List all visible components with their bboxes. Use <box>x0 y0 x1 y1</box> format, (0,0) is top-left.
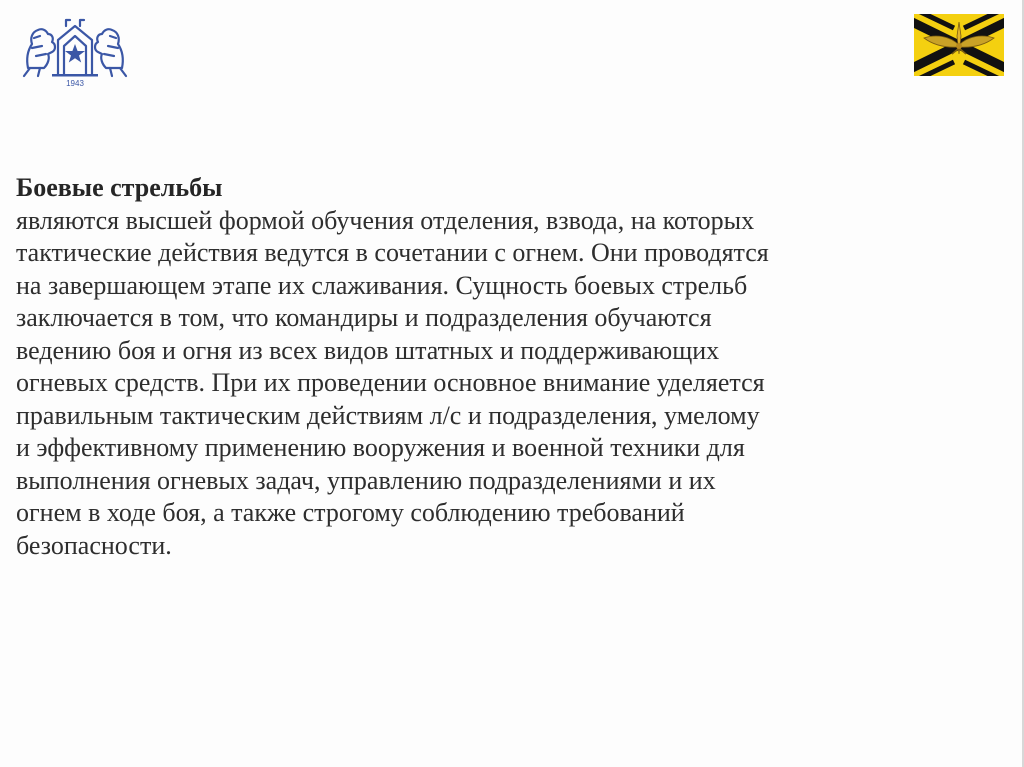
signal-corps-emblem-icon <box>914 14 1004 76</box>
body-line: на завершающем этапе их слаживания. Сущность боевых стрельб <box>16 270 748 300</box>
body-line: правильным тактическим действиям л/с и подразделения, умелому <box>16 400 760 430</box>
body-line: тактические действия ведутся в сочетании с огнем. Они проводятся <box>16 238 769 267</box>
body-line: заключается в том, что командиры и подразделения обучаются <box>16 303 712 332</box>
slide-content <box>16 172 1006 562</box>
slide-heading: Боевые стрельбы <box>16 173 223 202</box>
body-line: огневых средств. При их проведении основное внимание уделяется <box>16 368 765 397</box>
body-line: выполнения огневых задач, управлению подразделениями и их <box>16 465 716 495</box>
university-emblem-icon <box>22 18 128 88</box>
svg-text:1943: 1943 <box>66 79 84 88</box>
body-line: огнем в ходе боя, а также строгому соблюдению требований <box>16 498 685 527</box>
body-line: и эффективному применению вооружения и военной техники для <box>16 433 745 462</box>
body-line: являются высшей формой обучения отделения, взвода, на которых <box>16 205 755 235</box>
body-line: ведению боя и огня из всех видов штатных и поддерживающих <box>16 335 720 365</box>
body-line: безопасности. <box>16 530 172 560</box>
